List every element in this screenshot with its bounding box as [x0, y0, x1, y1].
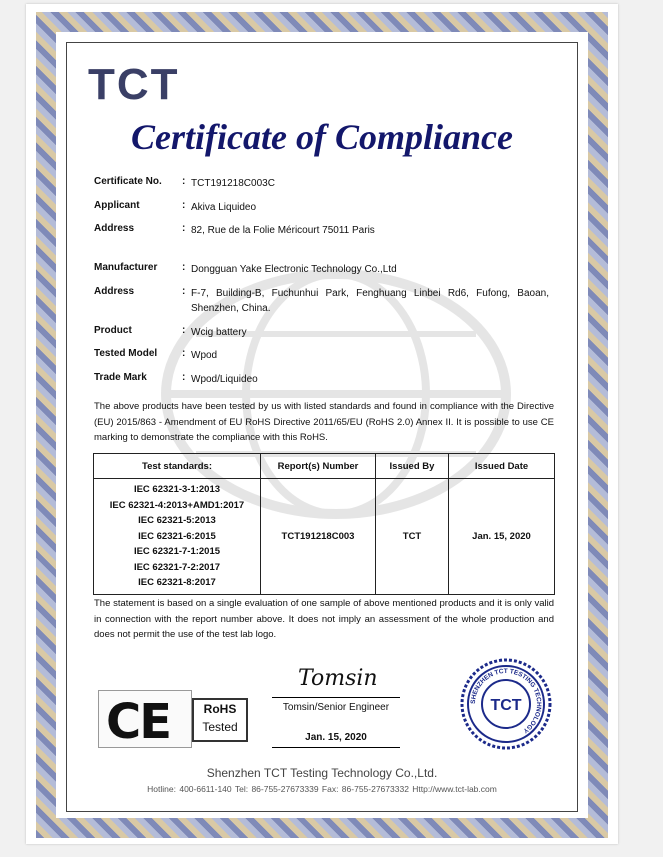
field-label: Trade Mark: [94, 372, 147, 383]
field-value: TCT191218C003C: [191, 178, 275, 189]
standards-cell: [94, 479, 261, 595]
field-value: Wpod: [191, 350, 218, 361]
field-value: Akiva Liquideo: [191, 202, 257, 213]
field-label: Manufacturer: [94, 262, 158, 273]
field-value: Wcig battery: [191, 327, 247, 338]
seal-center-text: TCT: [490, 697, 522, 714]
certificate-title: Certificate of Compliance: [131, 117, 513, 157]
rohs-badge-subtitle: Tested: [202, 720, 238, 734]
rohs-badge-title: RoHS: [203, 702, 237, 716]
field-value: Dongguan Yake Electronic Technology Co.,Ltd: [191, 264, 397, 275]
standard-item: IEC 62321-3-1:2013: [133, 484, 221, 495]
standard-item: IEC 62321-8:2017: [138, 577, 216, 588]
standard-item: IEC 62321-6:2015: [138, 530, 216, 542]
standard-item: IEC 62321-7-1:2015: [133, 546, 221, 557]
field-label: Tested Model: [94, 348, 158, 359]
signature-line: [272, 697, 400, 698]
table-header: Test standards:: [94, 454, 261, 479]
field-colon: :: [182, 325, 186, 336]
field-label: Address: [94, 286, 135, 297]
field-value: Wpod/Liquideo: [191, 374, 258, 385]
date-line: [272, 747, 400, 748]
signature-date: Jan. 15, 2020: [305, 732, 367, 743]
field-colon: :: [182, 176, 186, 187]
field-label: Certificate No.: [94, 176, 162, 187]
field-value: F-7, Building-B, Fuchunhui Park, Fenghuang Linbei Rd6, Fufong, Baoan, Shenzhen, China.: [191, 288, 549, 314]
tct-logo: TCT: [88, 60, 180, 109]
compliance-statement: The above products have been tested by us with listed standards and found in compliance with the Directive (EU) 2015/863 - Amendment of EU RoHS Directive 2011/65/EU (RoHS 2.0) Annex II. It is possible to use CE marking to demonstrate the compliance with this RoHS.: [94, 401, 554, 443]
field-colon: :: [182, 348, 186, 359]
field-colon: :: [182, 286, 186, 297]
field-colon: :: [182, 223, 186, 234]
signatory-name: Tomsin/Senior Engineer: [282, 702, 390, 713]
signature: Tomsin: [298, 666, 378, 691]
contact-info: Hotline: 400-6611-140 Tel: 86-755-27673339 Fax: 86-755-27673332 Http://www.tct-lab.com: [147, 784, 497, 794]
field-label: Applicant: [94, 200, 140, 211]
table-header-row: [94, 454, 555, 479]
rohs-badge: [192, 698, 248, 742]
field-colon: :: [182, 200, 186, 211]
seal-ring-text: SHENZHEN TCT TESTING TECHNOLOGY: [469, 667, 543, 735]
table-header: Report(s) Number: [261, 454, 376, 479]
field-colon: :: [182, 262, 186, 273]
field-colon: :: [182, 372, 186, 383]
table-row: [94, 479, 555, 595]
standard-item: IEC 62321-7-2:2017: [133, 561, 221, 573]
test-standards-table: [93, 453, 555, 595]
disclaimer-statement: The statement is based on a single evaluation of one sample of above mentioned products and it is only valid in connection with the report number above. It does not imply an assessment of the whole production and does not permit the use of the test lab logo.: [94, 598, 554, 640]
issued-date-cell: Jan. 15, 2020: [449, 479, 555, 595]
field-label: Address: [94, 223, 135, 234]
field-label: Product: [94, 325, 132, 336]
standard-item: IEC 62321-5:2013: [138, 515, 216, 526]
company-name: Shenzhen TCT Testing Technology Co.,Ltd.: [206, 766, 438, 780]
tct-seal-icon: [460, 658, 552, 750]
report-number-cell: TCT191218C003: [261, 479, 376, 595]
field-value: 82, Rue de la Folie Méricourt 75011 Paris: [191, 225, 375, 236]
issued-by-cell: TCT: [376, 479, 449, 595]
table-header: Issued By: [376, 454, 449, 479]
standard-item: IEC 62321-4:2013+AMD1:2017: [109, 499, 245, 511]
table-header: Issued Date: [449, 454, 555, 479]
ce-mark: CE: [106, 694, 171, 750]
certificate-page: [26, 4, 618, 844]
